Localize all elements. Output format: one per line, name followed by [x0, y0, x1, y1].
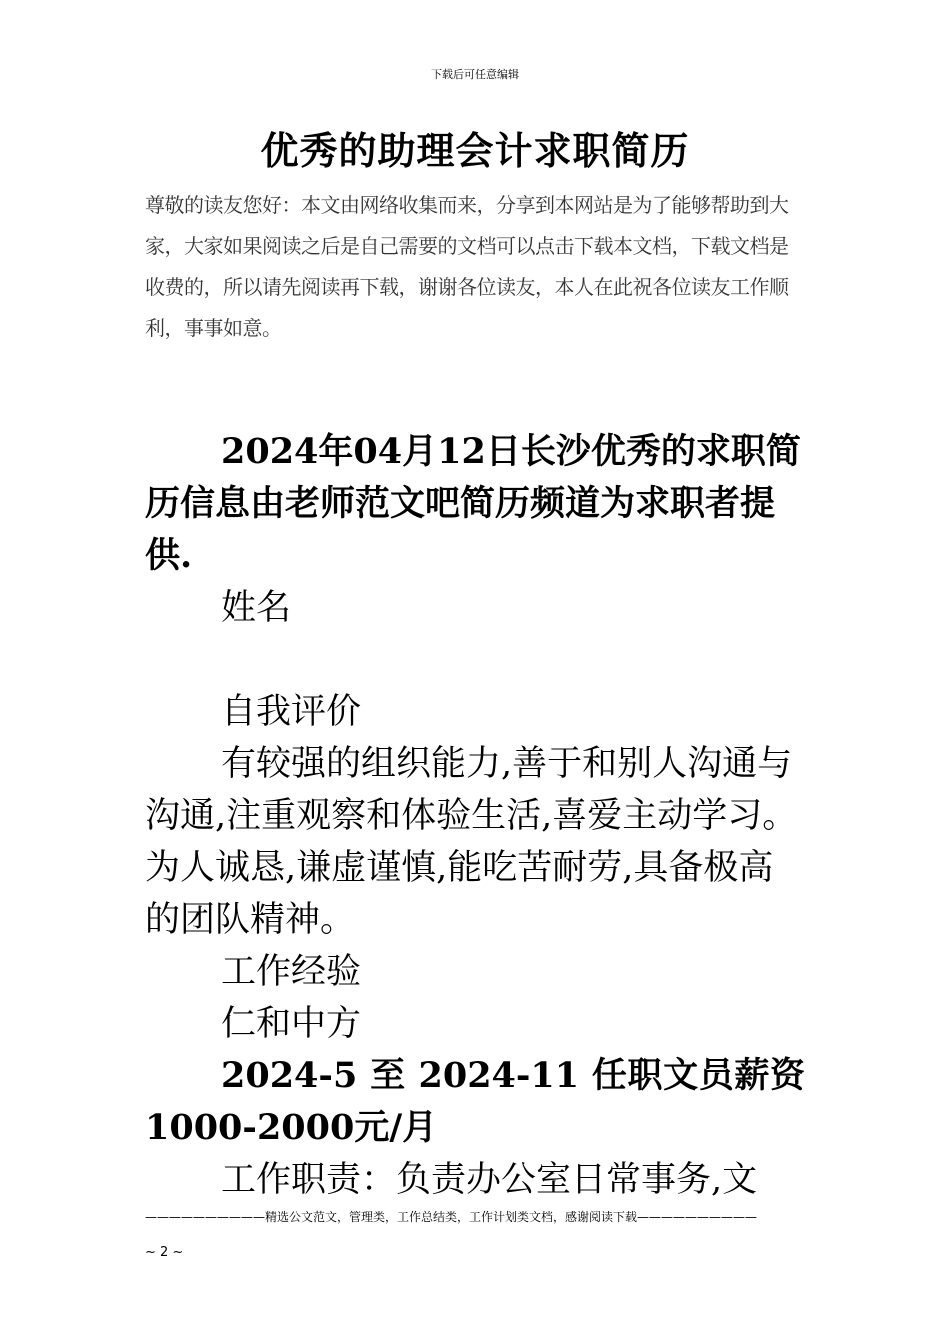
footer-text: ——————————精选公文范文，管理类，工作总结类，工作计划类文档，感谢阅读下载——————————: [145, 1210, 758, 1224]
intro-paragraph: 2024年04月12日长沙优秀的求职简历信息由老师范文吧简历频道为求职者提供.: [145, 431, 801, 576]
job-period-line: 2024-5 至 2024-11 任职文员薪资: [221, 1055, 805, 1096]
name-label: 姓名: [221, 588, 292, 628]
job-duties: 工作职责：负责办公室日常事务,文: [221, 1160, 758, 1200]
self-evaluation-heading: 自我评价: [221, 692, 362, 732]
work-experience-heading: 工作经验: [221, 952, 362, 992]
header-note: 下载后可任意编辑: [431, 68, 519, 81]
reader-notice: 尊敬的读友您好：本文由网络收集而来，分享到本网站是为了能够帮助到大家，大家如果阅读之后是自己需要的文档可以点击下载本文档，下载文档是收费的，所以请先阅读再下载，谢谢各位读友，本人在此祝各位读友工作顺利，事事如意。: [145, 193, 789, 340]
document-body: [145, 426, 805, 1206]
self-evaluation-text: 有较强的组织能力,善于和别人沟通与沟通,注重观察和体验生活,喜爱主动学习。为人诚恳,谦虚谨慎,能吃苦耐劳,具备极高的团队精神。: [145, 744, 798, 940]
page-number: ~ 2 ~: [145, 1245, 184, 1260]
salary-line: 1000-2000元/月: [145, 1107, 438, 1148]
document-title: 优秀的助理会计求职简历: [260, 128, 690, 173]
company-name: 仁和中方: [221, 1004, 362, 1044]
